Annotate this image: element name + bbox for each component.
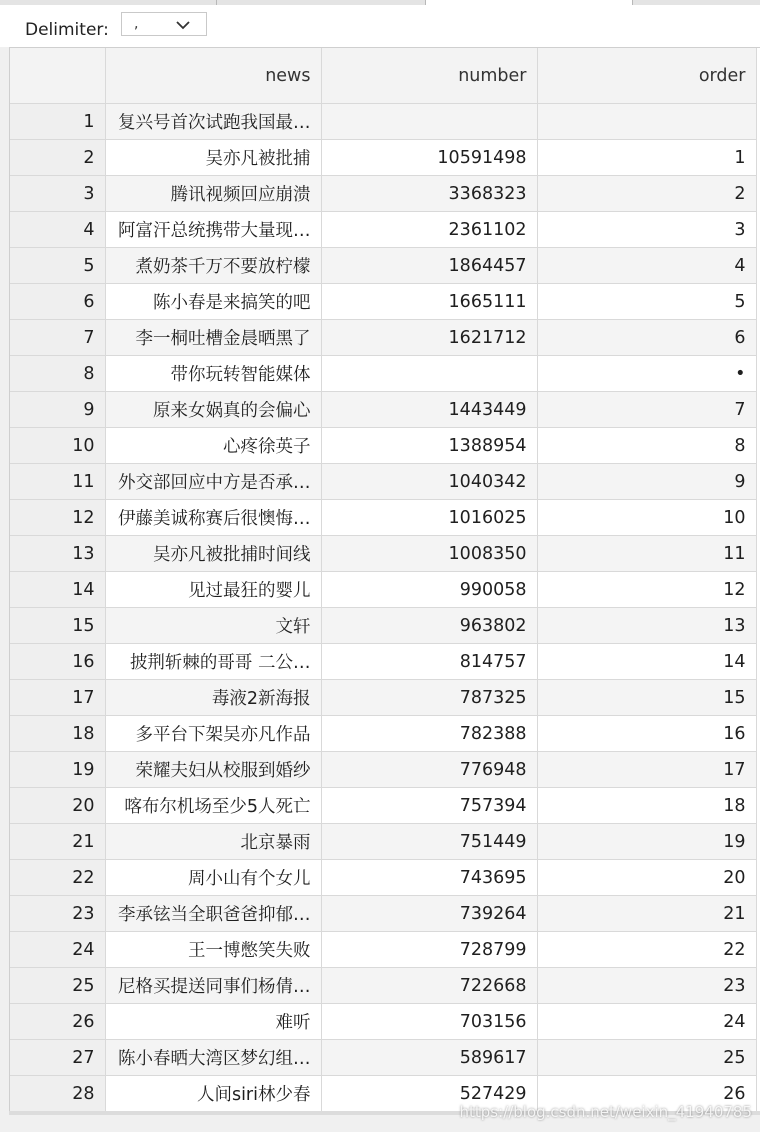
cell-order[interactable]: 10 — [537, 500, 756, 536]
cell-order[interactable]: 26 — [537, 1076, 756, 1112]
cell-order[interactable]: 15 — [537, 680, 756, 716]
cell-news[interactable]: 外交部回应中方是否承… — [105, 464, 321, 500]
row-number[interactable]: 16 — [10, 644, 105, 680]
cell-news[interactable]: 人间siri林少春 — [105, 1076, 321, 1112]
cell-news[interactable]: 李承铉当全职爸爸抑郁… — [105, 896, 321, 932]
cell-order[interactable]: 3 — [537, 212, 756, 248]
cell-order[interactable]: 4 — [537, 248, 756, 284]
cell-number[interactable]: 1864457 — [321, 248, 537, 284]
cell-news[interactable]: 披荆斩棘的哥哥 二公… — [105, 644, 321, 680]
cell-number[interactable]: 703156 — [321, 1004, 537, 1040]
cell-news[interactable]: 王一博憋笑失败 — [105, 932, 321, 968]
cell-order[interactable]: 1 — [537, 140, 756, 176]
column-header-number[interactable]: number — [321, 48, 537, 104]
table-row[interactable] — [10, 212, 756, 248]
header-row — [10, 48, 756, 104]
cell-number[interactable]: 751449 — [321, 824, 537, 860]
cell-order[interactable]: 18 — [537, 788, 756, 824]
cell-number[interactable]: 589617 — [321, 1040, 537, 1076]
cell-order[interactable]: 19 — [537, 824, 756, 860]
cell-order[interactable]: 22 — [537, 932, 756, 968]
column-header-news[interactable]: news — [105, 48, 321, 104]
cell-order[interactable]: 20 — [537, 860, 756, 896]
table-row[interactable] — [10, 1040, 756, 1076]
table-row[interactable] — [10, 644, 756, 680]
cell-order[interactable]: 9 — [537, 464, 756, 500]
table-row[interactable] — [10, 824, 756, 860]
cell-news[interactable]: 文轩 — [105, 608, 321, 644]
cell-order[interactable]: 5 — [537, 284, 756, 320]
row-number[interactable]: 4 — [10, 212, 105, 248]
table-row[interactable] — [10, 608, 756, 644]
table-row[interactable] — [10, 788, 756, 824]
row-number[interactable]: 19 — [10, 752, 105, 788]
cell-order[interactable]: 7 — [537, 392, 756, 428]
cell-news[interactable]: 荣耀夫妇从校服到婚纱 — [105, 752, 321, 788]
row-number[interactable]: 12 — [10, 500, 105, 536]
cell-number[interactable]: 963802 — [321, 608, 537, 644]
row-number[interactable]: 28 — [10, 1076, 105, 1112]
cell-number[interactable]: 1621712 — [321, 320, 537, 356]
cell-order[interactable]: 24 — [537, 1004, 756, 1040]
table-row[interactable] — [10, 716, 756, 752]
cell-news[interactable]: 毒液2新海报 — [105, 680, 321, 716]
cell-order[interactable]: 21 — [537, 896, 756, 932]
cell-news[interactable]: 阿富汗总统携带大量现… — [105, 212, 321, 248]
cell-news[interactable]: 多平台下架吴亦凡作品 — [105, 716, 321, 752]
cell-number[interactable]: 782388 — [321, 716, 537, 752]
table-row[interactable] — [10, 140, 756, 176]
table-row[interactable] — [10, 356, 756, 392]
row-number[interactable]: 18 — [10, 716, 105, 752]
table-row[interactable] — [10, 680, 756, 716]
table-row[interactable] — [10, 428, 756, 464]
cell-number[interactable]: 739264 — [321, 896, 537, 932]
row-number[interactable]: 5 — [10, 248, 105, 284]
cell-order[interactable]: 11 — [537, 536, 756, 572]
cell-news[interactable]: 尼格买提送同事们杨倩… — [105, 968, 321, 1004]
delimiter-label: Delimiter: — [25, 20, 109, 40]
row-number[interactable]: 22 — [10, 860, 105, 896]
cell-order[interactable]: 12 — [537, 572, 756, 608]
row-number[interactable]: 23 — [10, 896, 105, 932]
delimiter-toolbar — [0, 5, 760, 47]
cell-number[interactable]: 776948 — [321, 752, 537, 788]
table-row[interactable] — [10, 536, 756, 572]
data-table — [9, 47, 760, 1112]
table-row[interactable] — [10, 1004, 756, 1040]
cell-number[interactable]: 1016025 — [321, 500, 537, 536]
table-row[interactable] — [10, 932, 756, 968]
table-row[interactable] — [10, 392, 756, 428]
row-number[interactable]: 1 — [10, 104, 105, 140]
delimiter-select[interactable] — [121, 12, 207, 36]
row-number[interactable]: 6 — [10, 284, 105, 320]
cell-number[interactable]: 1388954 — [321, 428, 537, 464]
row-number[interactable]: 7 — [10, 320, 105, 356]
row-number[interactable]: 13 — [10, 536, 105, 572]
cell-number[interactable]: 757394 — [321, 788, 537, 824]
table-row[interactable] — [10, 248, 756, 284]
table-row[interactable] — [10, 284, 756, 320]
chevron-down-icon — [176, 21, 190, 30]
row-number[interactable]: 21 — [10, 824, 105, 860]
cell-order[interactable] — [537, 104, 756, 140]
row-number[interactable]: 10 — [10, 428, 105, 464]
table-row[interactable] — [10, 320, 756, 356]
cell-news[interactable]: 复兴号首次试跑我国最… — [105, 104, 321, 140]
row-number[interactable]: 24 — [10, 932, 105, 968]
table-row[interactable] — [10, 968, 756, 1004]
table-row[interactable] — [10, 176, 756, 212]
cell-order[interactable]: 23 — [537, 968, 756, 1004]
cell-news[interactable]: 喀布尔机场至少5人死亡 — [105, 788, 321, 824]
cell-number[interactable]: 10591498 — [321, 140, 537, 176]
cell-number[interactable]: 527429 — [321, 1076, 537, 1112]
cell-order[interactable]: 16 — [537, 716, 756, 752]
cell-number[interactable]: 728799 — [321, 932, 537, 968]
cell-number[interactable] — [321, 104, 537, 140]
table-row[interactable] — [10, 572, 756, 608]
table-row[interactable] — [10, 860, 756, 896]
table-row[interactable] — [10, 500, 756, 536]
row-number[interactable]: 9 — [10, 392, 105, 428]
cell-news[interactable]: 带你玩转智能媒体 — [105, 356, 321, 392]
row-number[interactable]: 17 — [10, 680, 105, 716]
cell-number[interactable] — [321, 356, 537, 392]
cell-news[interactable]: 吴亦凡被批捕时间线 — [105, 536, 321, 572]
cell-number[interactable]: 787325 — [321, 680, 537, 716]
cell-news[interactable]: 见过最狂的婴儿 — [105, 572, 321, 608]
cell-order[interactable]: • — [537, 356, 756, 392]
cell-news[interactable]: 陈小春晒大湾区梦幻组… — [105, 1040, 321, 1076]
cell-order[interactable]: 25 — [537, 1040, 756, 1076]
cell-order[interactable]: 2 — [537, 176, 756, 212]
cell-news[interactable]: 难听 — [105, 1004, 321, 1040]
cell-number[interactable]: 1040342 — [321, 464, 537, 500]
table-row[interactable] — [10, 752, 756, 788]
row-number[interactable]: 15 — [10, 608, 105, 644]
cell-news[interactable]: 周小山有个女儿 — [105, 860, 321, 896]
cell-news[interactable]: 吴亦凡被批捕 — [105, 140, 321, 176]
row-number[interactable]: 14 — [10, 572, 105, 608]
cell-news[interactable]: 李一桐吐槽金晨晒黑了 — [105, 320, 321, 356]
cell-news[interactable]: 伊藤美诚称赛后很懊悔… — [105, 500, 321, 536]
table-row[interactable] — [10, 464, 756, 500]
column-header-order[interactable]: order — [537, 48, 756, 104]
watermark: https://blog.csdn.net/weixin_41940785 — [459, 1103, 752, 1121]
cell-number[interactable]: 2361102 — [321, 212, 537, 248]
row-number[interactable]: 3 — [10, 176, 105, 212]
cell-number[interactable]: 722668 — [321, 968, 537, 1004]
cell-news[interactable]: 煮奶茶千万不要放柠檬 — [105, 248, 321, 284]
cell-news[interactable]: 北京暴雨 — [105, 824, 321, 860]
corner-header[interactable] — [10, 48, 105, 104]
cell-number[interactable]: 990058 — [321, 572, 537, 608]
row-number[interactable]: 20 — [10, 788, 105, 824]
row-number[interactable]: 26 — [10, 1004, 105, 1040]
cell-number[interactable]: 3368323 — [321, 176, 537, 212]
cell-order[interactable]: 14 — [537, 644, 756, 680]
cell-number[interactable]: 814757 — [321, 644, 537, 680]
row-number[interactable]: 11 — [10, 464, 105, 500]
cell-order[interactable]: 17 — [537, 752, 756, 788]
cell-number[interactable]: 743695 — [321, 860, 537, 896]
cell-news[interactable]: 腾讯视频回应崩溃 — [105, 176, 321, 212]
row-number[interactable]: 27 — [10, 1040, 105, 1076]
row-number[interactable]: 2 — [10, 140, 105, 176]
cell-news[interactable]: 原来女娲真的会偏心 — [105, 392, 321, 428]
row-number[interactable]: 8 — [10, 356, 105, 392]
cell-news[interactable]: 心疼徐英子 — [105, 428, 321, 464]
row-number[interactable]: 25 — [10, 968, 105, 1004]
cell-number[interactable]: 1665111 — [321, 284, 537, 320]
cell-number[interactable]: 1008350 — [321, 536, 537, 572]
cell-order[interactable]: 8 — [537, 428, 756, 464]
cell-order[interactable]: 6 — [537, 320, 756, 356]
table-row[interactable] — [10, 104, 756, 140]
cell-news[interactable]: 陈小春是来搞笑的吧 — [105, 284, 321, 320]
cell-number[interactable]: 1443449 — [321, 392, 537, 428]
table-row[interactable] — [10, 896, 756, 932]
delimiter-value: , — [134, 16, 139, 32]
cell-order[interactable]: 13 — [537, 608, 756, 644]
